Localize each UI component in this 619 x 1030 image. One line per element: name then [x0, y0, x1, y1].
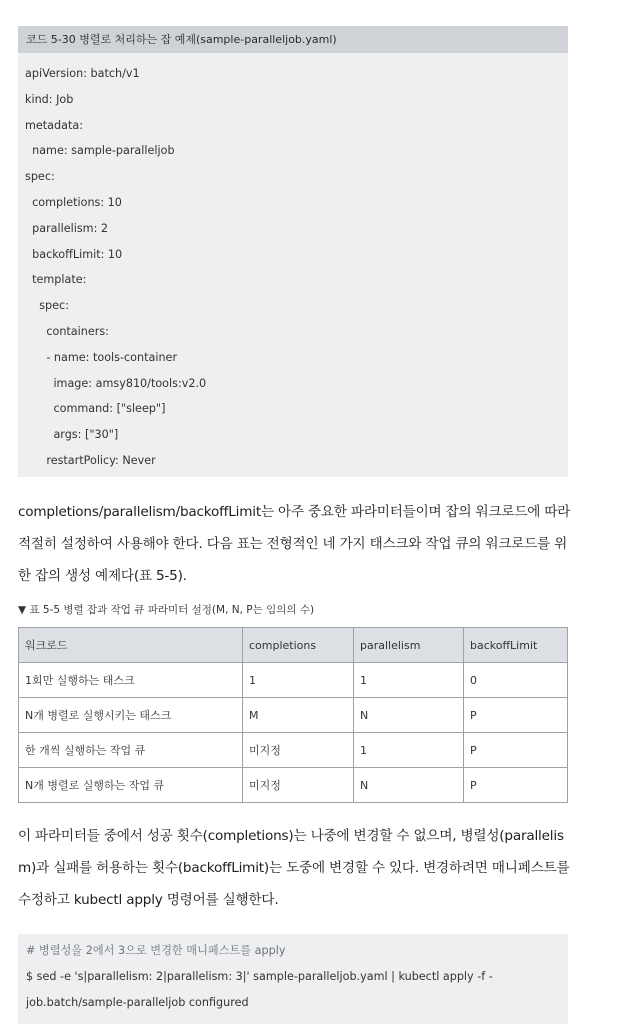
code-line: backoffLimit: 10: [25, 247, 123, 261]
code-line: spec:: [25, 170, 55, 184]
code-line: name: sample-paralleljob: [25, 144, 175, 158]
code-line: parallelism: 2: [25, 221, 109, 235]
table-cell: P: [464, 768, 568, 803]
paragraph-line: m)과 실패를 허용하는 횟수(backoffLimit)는 도중에 변경할 수 있다. 변경하려면 매니페스트를: [18, 860, 570, 876]
table-cell: 1: [243, 663, 354, 698]
table-header-cell: parallelism: [354, 628, 464, 663]
code-line: containers:: [25, 324, 109, 338]
code-line: template:: [25, 273, 87, 287]
table-row: [19, 698, 568, 733]
table-header-row: [19, 628, 568, 663]
table-cell: 미지정: [243, 768, 354, 803]
code-block-title: 코드 5-30 병렬로 처리하는 잡 예제(sample-paralleljob.yaml): [18, 26, 568, 53]
table-cell: 1: [354, 733, 464, 768]
table-row: [19, 733, 568, 768]
table-cell: N: [354, 698, 464, 733]
table-header-cell: completions: [243, 628, 354, 663]
paragraph-parameters: [18, 820, 574, 916]
command-line: $ sed -e 's|parallelism: 2|parallelism: 3|' sample-paralleljob.yaml | kubectl apply -f -: [26, 970, 493, 983]
code-line: restartPolicy: Never: [25, 453, 156, 467]
paragraph-line: completions/parallelism/backoffLimit는 아주 중요한 파라미터들이며 잡의 워크로드에 따라: [18, 504, 571, 520]
code-line: completions: 10: [25, 195, 122, 209]
code-line: apiVersion: batch/v1: [25, 67, 140, 80]
paragraph-line: 한 잡의 생성 예제다(표 5-5).: [18, 568, 187, 584]
paragraph-intro: [18, 496, 574, 592]
code-line: spec:: [25, 299, 69, 313]
table-header-cell: 워크로드: [19, 628, 243, 663]
parameter-table: [18, 627, 568, 803]
command-comment: # 병렬성을 2에서 3으로 변경한 매니페스트를 apply: [26, 944, 286, 957]
table-row: [19, 768, 568, 803]
paragraph-line: 이 파라미터들 중에서 성공 횟수(completions)는 나중에 변경할 수 없으며, 병렬성(parallelis: [18, 828, 564, 844]
table-cell: P: [464, 733, 568, 768]
table-cell: 0: [464, 663, 568, 698]
table-row: [19, 663, 568, 698]
table-cell: N개 병렬로 실행시키는 태스크: [19, 698, 243, 733]
command-output: job.batch/sample-paralleljob configured: [26, 996, 249, 1009]
code-block: [18, 53, 568, 477]
table-cell: P: [464, 698, 568, 733]
paragraph-line: 적절히 설정하여 사용해야 한다. 다음 표는 전형적인 네 가지 태스크와 작업 큐의 워크로드를 위: [18, 536, 568, 552]
table-cell: N개 병렬로 실행하는 작업 큐: [19, 768, 243, 803]
table-caption: ▼ 표 5-5 병렬 잡과 작업 큐 파라미터 설정(M, N, P는 임의의 수): [18, 604, 315, 616]
code-line: args: ["30"]: [25, 428, 119, 442]
table-cell: 1: [354, 663, 464, 698]
paragraph-line: 수정하고 kubectl apply 명령어를 실행한다.: [18, 892, 279, 908]
code-line: command: ["sleep"]: [25, 402, 166, 416]
code-line: image: amsy810/tools:v2.0: [25, 376, 207, 390]
table-cell: 1회만 실행하는 태스크: [19, 663, 243, 698]
code-line: kind: Job: [25, 92, 74, 106]
table-header-cell: backoffLimit: [464, 628, 568, 663]
table-cell: 미지정: [243, 733, 354, 768]
code-line: metadata:: [25, 118, 83, 132]
table-cell: M: [243, 698, 354, 733]
table-cell: N: [354, 768, 464, 803]
code-line: - name: tools-container: [25, 350, 178, 364]
command-block: [18, 934, 568, 1024]
table-cell: 한 개씩 실행하는 작업 큐: [19, 733, 243, 768]
